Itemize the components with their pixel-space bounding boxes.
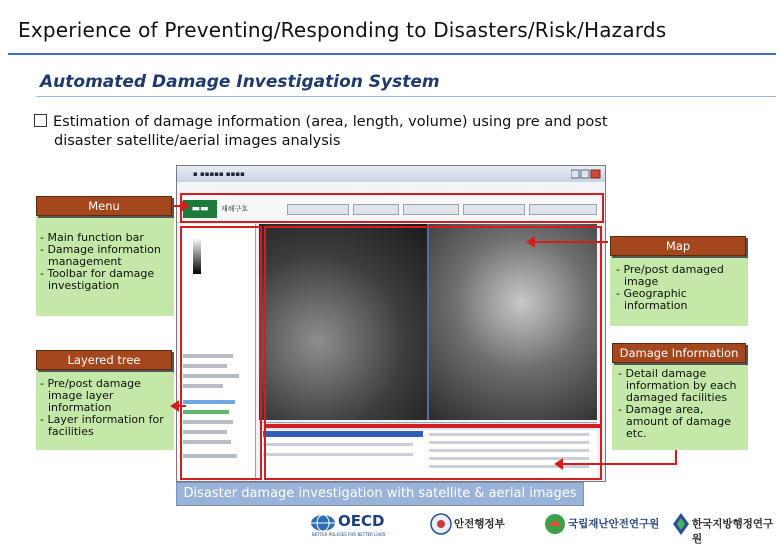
damage-info-tag: Damage Information [612, 343, 746, 363]
ministry-emblem-icon [430, 513, 452, 535]
institute-emblem-icon [544, 513, 566, 535]
bullet-point [34, 113, 734, 151]
section-subtitle: Automated Damage Investigation System [40, 72, 440, 92]
korea-institute-emblem-icon [672, 512, 690, 536]
damage-info-callout-panel [612, 350, 748, 450]
app-logo-text: 재해구호 [221, 205, 249, 213]
oecd-tagline: BETTER POLICIES FOR BETTER LIVES [312, 532, 386, 537]
menu-callout-item: - Damage information management [40, 243, 161, 268]
checkbox-bullet-icon [34, 114, 47, 127]
oecd-globe-icon [310, 514, 336, 532]
partner-logos [308, 510, 780, 545]
title-underline [8, 53, 776, 55]
subtitle-rule [36, 96, 776, 97]
damage-info-callout-item: - Detail damage information by each damaged facilities [618, 367, 737, 404]
map-callout-item: - Geographic information [616, 287, 688, 312]
damage-info-callout-item: - Damage area, amount of damage etc. [618, 403, 731, 440]
institute-name: 국립재난안전연구원 [568, 518, 660, 530]
map-highlight-box [264, 226, 602, 428]
layered-tree-callout-item: - Pre/post damage image layer information [40, 377, 141, 414]
tree-highlight-box [180, 226, 262, 480]
layered-tree-callout-item: - Layer information for facilities [40, 413, 164, 438]
menu-callout-item: - Main function bar [40, 231, 144, 244]
menu-callout-item: - Toolbar for damage investigation [40, 267, 155, 292]
oecd-logo-text: OECD [338, 512, 385, 530]
menu-highlight-box [180, 193, 604, 223]
bullet-line-2: disaster satellite/aerial images analysis [54, 133, 341, 149]
ministry-name: 안전행정부 [454, 518, 505, 530]
layered-tree-callout-panel [36, 358, 174, 450]
image-caption: Disaster damage investigation with satellite & aerial images [176, 482, 584, 506]
menu-tag: Menu [36, 196, 172, 216]
menu-callout-panel [36, 206, 174, 316]
app-logo: ▬▬ [183, 200, 217, 218]
window-controls-icon[interactable] [571, 169, 601, 179]
korea-institute-name: 한국지방행정연구원 [692, 518, 774, 545]
map-callout-item: - Pre/post damaged image [616, 263, 724, 288]
app-title-text: ▪ ▪▪▪▪▪ ▪▪▪▪ [193, 170, 245, 178]
damage-info-highlight-box [264, 424, 602, 480]
slide-title: Experience of Preventing/Responding to Disasters/Risk/Hazards [18, 18, 667, 42]
bullet-line-1: Estimation of damage information (area, length, volume) using pre and post [53, 114, 608, 130]
layered-tree-tag: Layered tree [36, 350, 172, 370]
map-tag: Map [610, 236, 746, 256]
app-title-bar [177, 166, 605, 182]
